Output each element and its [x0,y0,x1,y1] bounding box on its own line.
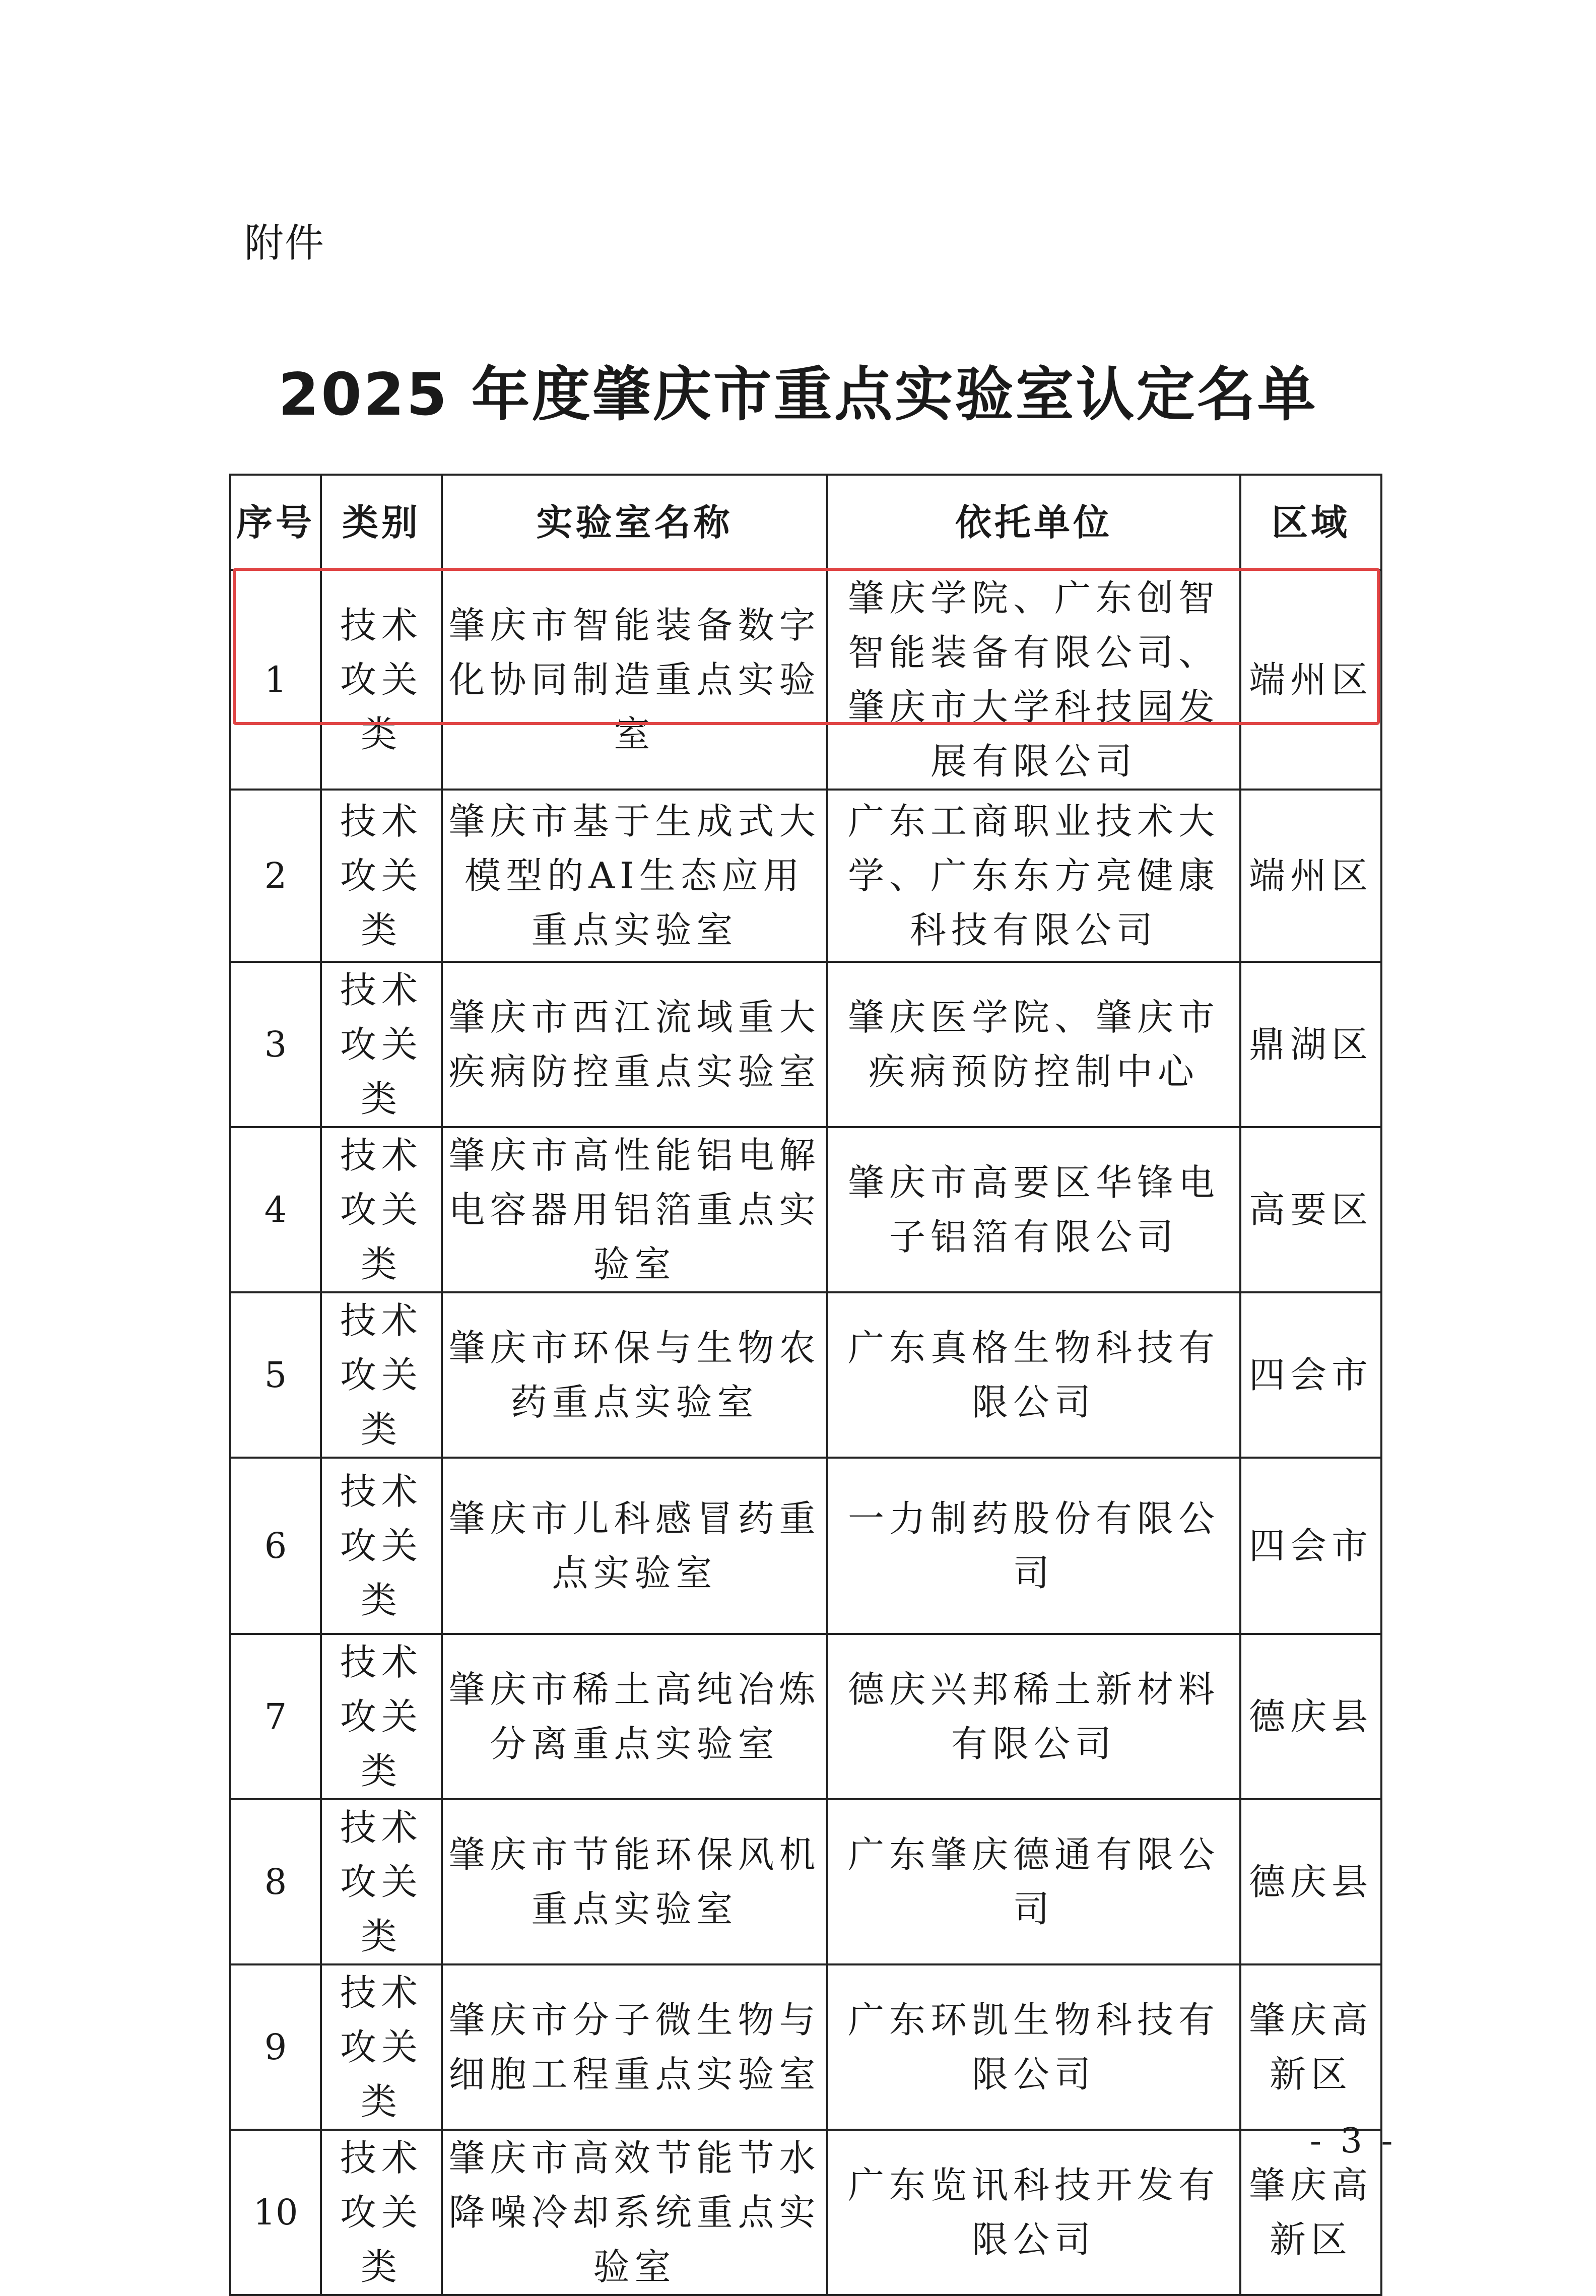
cell-lab-name: 肇庆市西江流域重大疾病防控重点实验室 [442,962,827,1127]
cell-category: 技术攻关类 [321,2130,442,2295]
cell-lab-name: 肇庆市稀土高纯冶炼分离重点实验室 [442,1634,827,1799]
table-row [230,2130,1381,2295]
cell-host-unit: 肇庆学院、广东创智智能装备有限公司、肇庆市大学科技园发展有限公司 [827,570,1240,790]
cell-host-unit: 广东真格生物科技有限公司 [827,1292,1240,1458]
cell-host-unit: 肇庆市高要区华锋电子铝箔有限公司 [827,1127,1240,1292]
attachment-label: 附件 [244,221,325,266]
cell-lab-name: 肇庆市分子微生物与细胞工程重点实验室 [442,1964,827,2130]
cell-category: 技术攻关类 [321,1964,442,2130]
cell-region: 四会市 [1240,1458,1381,1634]
cell-host-unit: 一力制药股份有限公司 [827,1458,1240,1634]
cell-host-unit: 广东肇庆德通有限公司 [827,1799,1240,1964]
cell-category: 技术攻关类 [321,1127,442,1292]
cell-region: 端州区 [1240,570,1381,790]
document-title: 2025 年度肇庆市重点实验室认定名单 [278,361,1318,429]
cell-no: 6 [230,1458,321,1634]
table-row [230,1458,1381,1634]
cell-no: 7 [230,1634,321,1799]
cell-region: 肇庆高新区 [1240,1964,1381,2130]
header-lab-name: 实验室名称 [442,475,827,570]
table-row [230,790,1381,962]
cell-host-unit: 德庆兴邦稀土新材料有限公司 [827,1634,1240,1799]
cell-region: 四会市 [1240,1292,1381,1458]
cell-region: 端州区 [1240,790,1381,962]
cell-lab-name: 肇庆市智能装备数字化协同制造重点实验室 [442,570,827,790]
cell-category: 技术攻关类 [321,1799,442,1964]
cell-host-unit: 广东览讯科技开发有限公司 [827,2130,1240,2295]
table-row [230,1127,1381,1292]
cell-no: 4 [230,1127,321,1292]
cell-category: 技术攻关类 [321,1292,442,1458]
cell-lab-name: 肇庆市环保与生物农药重点实验室 [442,1292,827,1458]
cell-region: 德庆县 [1240,1634,1381,1799]
cell-host-unit: 广东环凯生物科技有限公司 [827,1964,1240,2130]
cell-host-unit: 肇庆医学院、肇庆市疾病预防控制中心 [827,962,1240,1127]
cell-region: 肇庆高新区 [1240,2130,1381,2295]
table-header-row [230,475,1381,570]
cell-no: 8 [230,1799,321,1964]
table-body [230,570,1381,2295]
cell-lab-name: 肇庆市高效节能节水降噪冷却系统重点实验室 [442,2130,827,2295]
cell-category: 技术攻关类 [321,962,442,1127]
table-row [230,1799,1381,1964]
cell-lab-name: 肇庆市儿科感冒药重点实验室 [442,1458,827,1634]
table-row [230,1634,1381,1799]
cell-region: 德庆县 [1240,1799,1381,1964]
cell-category: 技术攻关类 [321,570,442,790]
lab-list-table [229,474,1382,2296]
cell-no: 1 [230,570,321,790]
cell-host-unit: 广东工商职业技术大学、广东东方亮健康科技有限公司 [827,790,1240,962]
cell-lab-name: 肇庆市基于生成式大模型的AI生态应用重点实验室 [442,790,827,962]
cell-lab-name: 肇庆市节能环保风机重点实验室 [442,1799,827,1964]
cell-no: 5 [230,1292,321,1458]
page-number: - 3 - [1310,2121,1397,2161]
cell-category: 技术攻关类 [321,1458,442,1634]
table-row [230,570,1381,790]
table-row [230,962,1381,1127]
cell-category: 技术攻关类 [321,1634,442,1799]
header-no: 序号 [230,475,321,570]
header-category: 类别 [321,475,442,570]
cell-no: 10 [230,2130,321,2295]
cell-lab-name: 肇庆市高性能铝电解电容器用铝箔重点实验室 [442,1127,827,1292]
header-host-unit: 依托单位 [827,475,1240,570]
cell-region: 鼎湖区 [1240,962,1381,1127]
cell-no: 2 [230,790,321,962]
header-region: 区域 [1240,475,1381,570]
table-row [230,1292,1381,1458]
cell-no: 9 [230,1964,321,2130]
table-row [230,1964,1381,2130]
cell-no: 3 [230,962,321,1127]
cell-category: 技术攻关类 [321,790,442,962]
cell-region: 高要区 [1240,1127,1381,1292]
